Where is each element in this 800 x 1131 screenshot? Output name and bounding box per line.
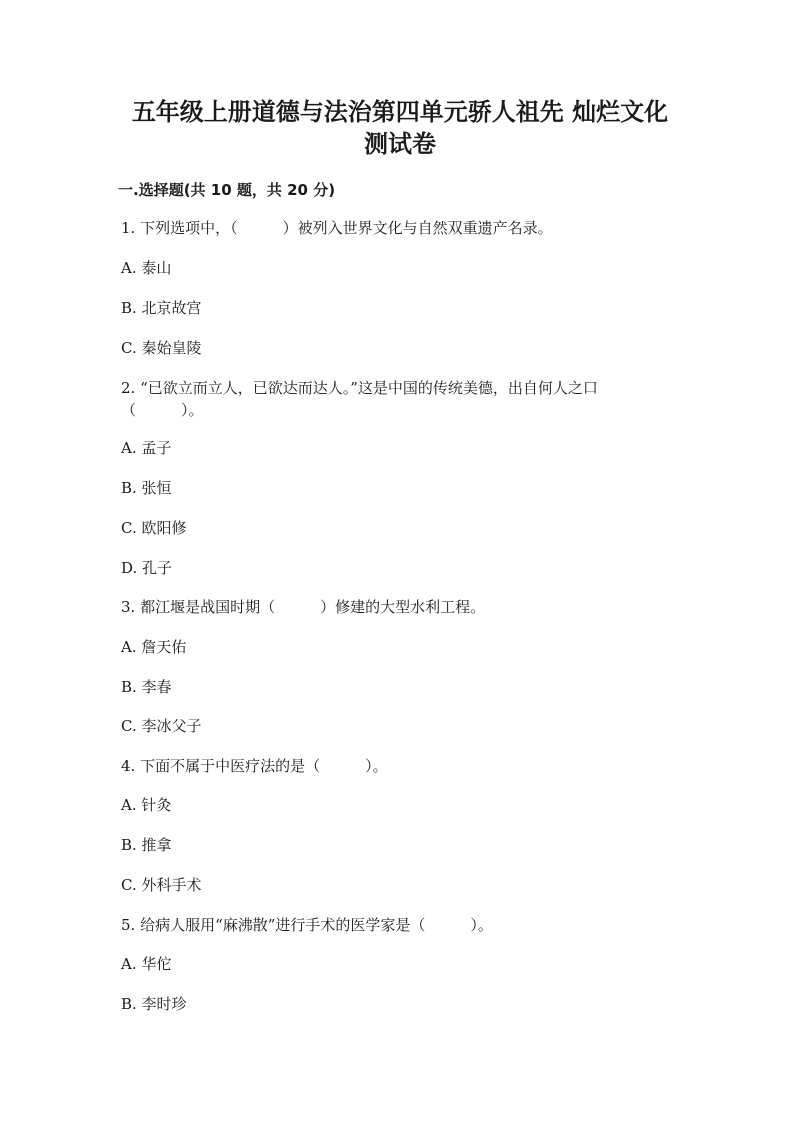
question-4-option-a: A. 针灸	[121, 796, 172, 814]
question-4-option-b: B. 推拿	[121, 836, 172, 854]
question-3-stem: 3. 都江堰是战国时期（ ）修建的大型水利工程。	[121, 598, 486, 616]
question-2-option-c: C. 欧阳修	[121, 519, 187, 537]
question-3-option-a: A. 詹天佑	[121, 638, 187, 656]
question-2-stem-line-1: 2. “已欲立而立人，已欲达而达人。”这是中国的传统美德，出自何人之口	[121, 379, 598, 397]
question-2-option-d: D. 孔子	[121, 559, 173, 577]
question-4-stem: 4. 下面不属于中医疗法的是（ ）。	[121, 757, 388, 775]
question-1-option-c: C. 秦始皇陵	[121, 339, 202, 357]
question-4-option-c: C. 外科手术	[121, 876, 202, 894]
question-5-option-a: A. 华佗	[121, 955, 172, 973]
question-1-option-b: B. 北京故宫	[121, 299, 202, 317]
question-2-option-b: B. 张恒	[121, 479, 172, 497]
question-5-stem: 5. 给病人服用“麻沸散”进行手术的医学家是（ ）。	[121, 916, 493, 934]
question-2-stem-line-2: （ ）。	[121, 401, 204, 419]
question-3-option-c: C. 李冰父子	[121, 717, 202, 735]
page-title-line-1: 五年级上册道德与法治第四单元骄人祖先 灿烂文化	[131, 98, 669, 126]
question-1-option-a: A. 泰山	[121, 259, 172, 277]
question-5-option-b: B. 李时珍	[121, 995, 187, 1013]
section-heading: 一.选择题(共 10 题，共 20 分)	[118, 181, 336, 199]
question-3-option-b: B. 李春	[121, 678, 172, 696]
question-2-option-a: A. 孟子	[121, 439, 172, 457]
page-title-line-2: 测试卷	[364, 130, 436, 158]
question-1-stem: 1. 下列选项中，（ ）被列入世界文化与自然双重遗产名录。	[121, 219, 553, 237]
